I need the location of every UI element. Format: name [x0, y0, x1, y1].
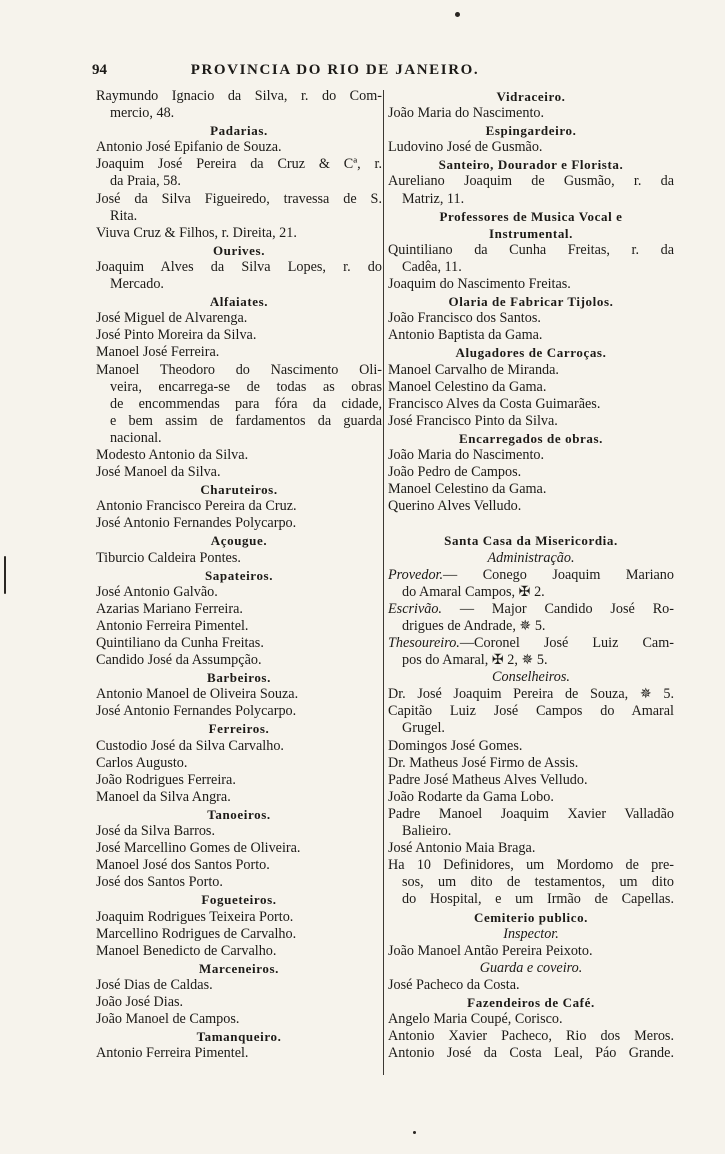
- entry-line: sos, um dito de testamentos, um dito: [402, 874, 674, 891]
- section-heading: Marceneiros.: [198, 960, 279, 976]
- column-divider: [383, 90, 384, 1075]
- entry-line: Antonio José Epifanio de Souza.: [96, 139, 282, 156]
- entry-line: João Maria do Nascimento.: [388, 105, 545, 122]
- entry-line: José Antonio Fernandes Polycarpo.: [96, 515, 297, 532]
- entry-line: José dos Santos Porto.: [96, 874, 223, 891]
- section-heading: Professores de Musica Vocal e: [439, 208, 623, 224]
- section-heading: Padarias.: [210, 123, 268, 139]
- entry-line: Candido José da Assumpção.: [96, 652, 262, 669]
- section-heading: Olaria de Fabricar Tijolos.: [448, 294, 614, 310]
- entry-line: Manoel Carvalho de Miranda.: [388, 361, 559, 378]
- section-heading: Tamanqueiro.: [196, 1029, 282, 1045]
- entry-line: da Praia, 58.: [110, 173, 181, 190]
- entry-line: Mercado.: [110, 276, 164, 293]
- entry-line: Antonio Francisco Pereira da Cruz.: [96, 498, 297, 515]
- section-heading: Ourives.: [212, 242, 266, 258]
- entry-line: Antonio Ferreira Pimentel.: [96, 1045, 249, 1062]
- entry-line: do Amaral Campos, ✠ 2.: [402, 583, 545, 600]
- entry-line: Joaquim Alves da Silva Lopes, r. do: [96, 258, 382, 275]
- entry-line: Manoel Theodoro do Nascimento Oli-: [96, 361, 382, 378]
- entry-line: José Antonio Fernandes Polycarpo.: [96, 703, 297, 720]
- entry-line: Domingos José Gomes.: [388, 737, 523, 754]
- section-heading: Alfaiates.: [209, 294, 269, 310]
- right-column: [388, 88, 674, 1062]
- subsection-heading: Guarda e coveiro.: [479, 959, 583, 976]
- entry-line: João Francisco dos Santos.: [388, 310, 541, 327]
- entry-line: do Hospital, e um Irmão de Capellas.: [402, 891, 674, 908]
- entry-line: João Maria do Nascimento.: [388, 446, 545, 463]
- entry-line: José Antonio Maia Braga.: [388, 840, 536, 857]
- entry-line: Manoel José dos Santos Porto.: [96, 857, 270, 874]
- entry-line: Aureliano Joaquim de Gusmão, r. da: [388, 173, 674, 190]
- entry-line: Antonio José da Costa Leal, Páo Grande.: [388, 1045, 674, 1062]
- entry-line: João Manoel de Campos.: [96, 1011, 240, 1028]
- subsection-heading: Administração.: [487, 549, 575, 566]
- page-header: [92, 62, 578, 82]
- section-heading: Barbeiros.: [207, 670, 271, 686]
- entry-line: José Antonio Galvão.: [96, 583, 218, 600]
- ink-speck: [4, 556, 6, 594]
- entry-line: Custodio José da Silva Carvalho.: [96, 737, 284, 754]
- entry-line: Antonio Baptista da Gama.: [388, 327, 543, 344]
- entry-line: José da Silva Figueiredo, travessa de S.: [96, 190, 382, 207]
- entry-line: Joaquim do Nascimento Freitas.: [388, 276, 571, 293]
- entry-line: José Dias de Caldas.: [96, 976, 213, 993]
- entry-line: João José Dias.: [96, 993, 184, 1010]
- entry-line: Manoel Celestino da Gama.: [388, 378, 547, 395]
- section-heading: Cemiterio publico.: [473, 909, 589, 925]
- subsection-heading: Inspector.: [503, 925, 559, 942]
- entry-line: Balieiro.: [402, 823, 452, 840]
- entry-line: Padre José Matheus Alves Velludo.: [388, 771, 588, 788]
- section-heading: Vidraceiro.: [496, 89, 566, 104]
- entry-line: Querino Alves Velludo.: [388, 498, 522, 515]
- entry-line: Quintiliano da Cunha Freitas.: [96, 635, 264, 651]
- entry-line: Quintiliano da Cunha Freitas, r. da: [388, 241, 674, 258]
- running-title: PROVINCIA DO RIO DE JANEIRO.: [190, 62, 480, 78]
- entry-line: Viuva Cruz & Filhos, r. Direita, 21.: [96, 224, 297, 241]
- entry-line: João Manoel Antão Pereira Peixoto.: [388, 942, 593, 959]
- entry-line: José Marcellino Gomes de Oliveira.: [96, 840, 301, 857]
- entry-line: Thesoureiro.—Coronel José Luiz Cam-: [388, 635, 674, 651]
- entry-line: nacional.: [110, 429, 162, 446]
- entry-line: Antonio Ferreira Pimentel.: [96, 617, 249, 634]
- entry-line: João Rodrigues Ferreira.: [96, 771, 236, 788]
- entry-line: veira, encarrega-se de todas as obras: [110, 378, 382, 395]
- entry-line: Marcellino Rodrigues de Carvalho.: [96, 925, 297, 942]
- entry-line: Padre Manoel Joaquim Xavier Valladão: [388, 805, 674, 822]
- entry-line: Rita.: [110, 207, 138, 224]
- entry-line: Angelo Maria Coupé, Corisco.: [388, 1011, 563, 1028]
- ink-speck: [455, 12, 460, 17]
- section-heading: Sapateiros.: [204, 567, 274, 583]
- entry-line: Modesto Antonio da Silva.: [96, 446, 249, 463]
- entry-line: Antonio Xavier Pacheco, Rio dos Meros.: [388, 1028, 674, 1045]
- section-heading: Instrumental.: [489, 225, 573, 241]
- entry-line: Ha 10 Definidores, um Mordomo de pre-: [388, 857, 674, 874]
- entry-line: Ludovino José de Gusmão.: [388, 139, 543, 156]
- section-heading: Ferreiros.: [208, 721, 270, 737]
- entry-line: Dr. José Joaquim Pereira de Souza, ✵ 5.: [388, 686, 674, 703]
- entry-line: Escrivão. — Major Candido José Ro-: [388, 600, 674, 617]
- entry-line: de encommendas para fóra da cidade,: [110, 395, 382, 412]
- entry-line: Manoel Celestino da Gama.: [388, 481, 547, 498]
- entry-line: Azarias Mariano Ferreira.: [96, 600, 243, 617]
- entry-line: e bem assim de fardamentos da guarda: [110, 412, 382, 429]
- section-heading: Santeiro, Dourador e Florista.: [438, 157, 624, 173]
- entry-line: José da Silva Barros.: [96, 823, 216, 840]
- page-number: 94: [92, 62, 107, 78]
- ink-speck: [413, 1131, 416, 1134]
- entry-line: drigues de Andrade, ✵ 5.: [402, 617, 546, 634]
- section-heading: Açougue.: [210, 533, 268, 549]
- entry-line: Raymundo Ignacio da Silva, r. do Com-: [96, 88, 382, 104]
- entry-line: José Manoel da Silva.: [96, 464, 221, 481]
- entry-line: José Pinto Moreira da Silva.: [96, 327, 257, 344]
- entry-line: Manoel José Ferreira.: [96, 344, 220, 361]
- entry-line: Joaquim Rodrigues Teixeira Porto.: [96, 908, 294, 925]
- entry-line: Provedor.— Conego Joaquim Mariano: [388, 566, 674, 583]
- entry-line: Joaquim José Pereira da Cruz & Cª, r.: [96, 156, 382, 173]
- section-heading: Santa Casa da Misericordia.: [444, 533, 618, 549]
- entry-line: Carlos Augusto.: [96, 754, 188, 771]
- entry-line: mercio, 48.: [110, 105, 175, 122]
- subsection-heading: Conselheiros.: [492, 669, 570, 686]
- entry-line: Francisco Alves da Costa Guimarães.: [388, 395, 601, 412]
- entry-line: João Rodarte da Gama Lobo.: [388, 788, 554, 805]
- section-heading: Charuteiros.: [200, 482, 278, 498]
- section-heading: Fazendeiros de Café.: [467, 994, 595, 1010]
- entry-line: José Pacheco da Costa.: [388, 976, 520, 993]
- entry-line: José Miguel de Alvarenga.: [96, 310, 248, 327]
- entry-line: José Francisco Pinto da Silva.: [388, 412, 558, 429]
- section-heading: Alugadores de Carroças.: [455, 345, 607, 361]
- entry-line: Antonio Manoel de Oliveira Souza.: [96, 686, 299, 703]
- section-heading: Espingardeiro.: [485, 123, 577, 139]
- entry-line: Grugel.: [402, 720, 445, 737]
- left-column: [96, 88, 382, 1062]
- entry-line: pos do Amaral, ✠ 2, ✵ 5.: [402, 652, 548, 669]
- entry-line: Manoel Benedicto de Carvalho.: [96, 942, 277, 959]
- entry-line: Dr. Matheus José Firmo de Assis.: [388, 754, 579, 771]
- entry-line: Matriz, 11.: [402, 190, 465, 207]
- section-heading: Fogueteiros.: [201, 892, 277, 908]
- entry-line: Capitão Luiz José Campos do Amaral: [388, 703, 674, 720]
- section-heading: Tanoeiros.: [207, 806, 271, 822]
- entry-line: [388, 515, 674, 532]
- entry-line: Manoel da Silva Angra.: [96, 788, 231, 805]
- entry-line: Tiburcio Caldeira Pontes.: [96, 549, 241, 566]
- entry-line: João Pedro de Campos.: [388, 464, 522, 481]
- entry-line: Cadêa, 11.: [402, 258, 462, 275]
- section-heading: Encarregados de obras.: [458, 430, 604, 446]
